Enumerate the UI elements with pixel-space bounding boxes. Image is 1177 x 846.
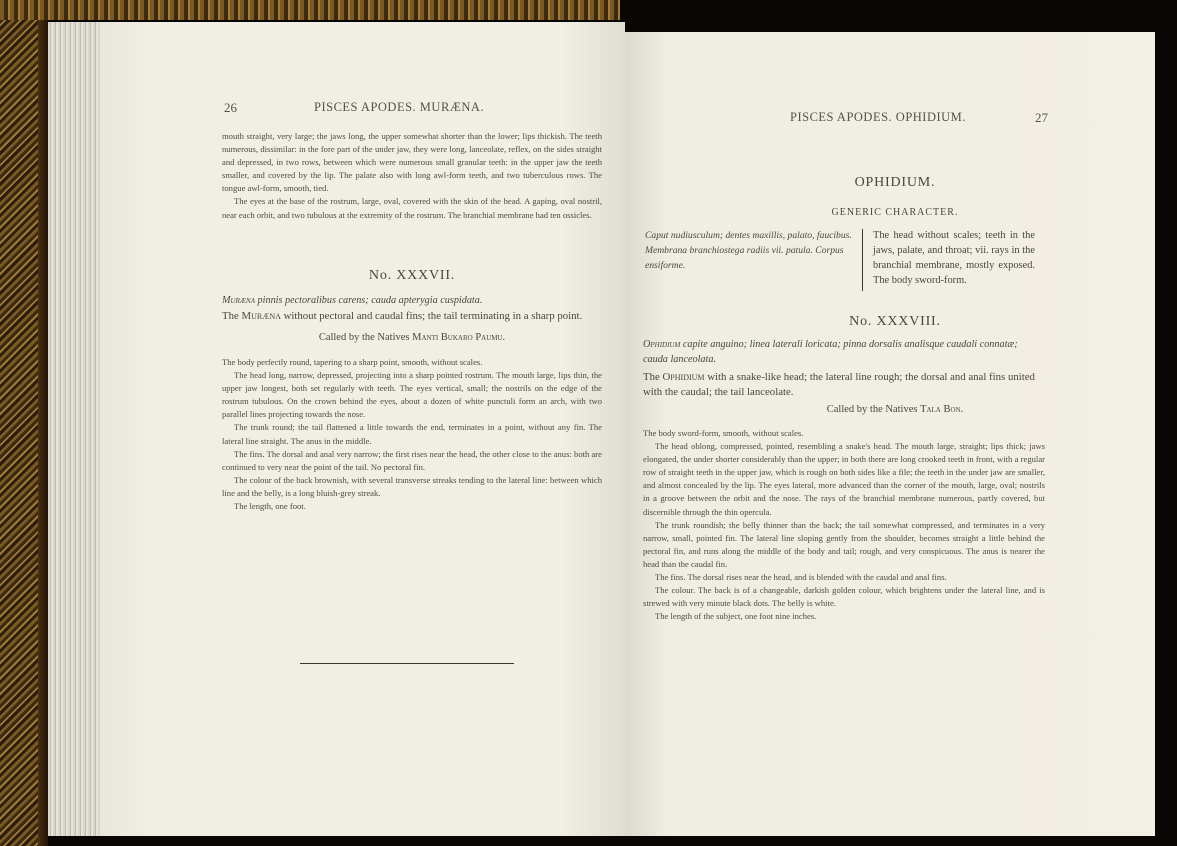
page-number: 26 [224, 100, 237, 115]
native-name: Manti Bukaro Paumu. [412, 332, 506, 343]
paragraph: The length of the subject, one foot nine inches. [655, 611, 817, 622]
english-diagnosis-line [643, 370, 1045, 400]
paragraph: The eyes at the base of the rostrum, large, oval, covered with the skin of the head. A gaping, oval nostril, near each orbit, and two tubulous at the extremity of the rostrum. The branchial membrane had ten ossicles. [222, 196, 602, 220]
paragraph: The body sword-form, smooth, without scales. [643, 428, 804, 438]
paragraph: The length, one foot. [234, 501, 306, 512]
binding-shadow [38, 0, 48, 846]
running-head: PISCES APODES. OPHIDIUM. [790, 110, 966, 124]
paragraph: The colour of the back brownish, with several transverse streaks tending to the lateral line: between which line and the belly, is a long bluish-grey streak. [222, 474, 602, 498]
latin-diagnosis: pinnis pectoralibus carens; cauda apterygia cuspidata. [257, 295, 483, 306]
paragraph: The colour. The back is of a changeable, darkish golden colour, which brightens under the lateral line, and is strewed with very minute black dots. The belly is white. [643, 585, 1045, 609]
paragraph: The head oblong, compressed, pointed, resembling a snake's head. The mouth large, straight; lips thick; jaws elongated, the under shorter considerably than the upper; in both there are long crooked teeth in front, with a regular row of straight teeth in the upper jaw, which is rough on both sides like a file; the teeth in the under jaw are smaller, and almost concealed by the lip. The eyes lateral, more advanced than the corner of the mouth, large, oval; nostrils in a groove between the orbit and the nose. The rays of the branchial membrane numerous, partly covered, but discernible through the thin opercula. [643, 441, 1045, 517]
paragraph: The fins. The dorsal and anal very narrow; the first rises near the head, the other close to the anus: both are continued to very near the point of the tail. No pectoral fin. [222, 448, 602, 472]
description-block [222, 356, 602, 513]
latin-genus-name: Ophidium [643, 339, 681, 350]
english-diagnosis: without pectoral and caudal fins; the tail terminating in a sharp point. [283, 310, 583, 322]
native-name: Tala Bon. [920, 404, 964, 415]
english-lead: The [222, 310, 239, 322]
paragraph: mouth straight, very large; the jaws long, the upper somewhat shorter than the lower; lips thickish. The teeth numerous, dissimilar: in the fore part of the under jaw, they were long, lanceolate, reflex, on the sides straight and depressed, in two rows, between which were numerous small granular teeth: in the upper jaw the teeth smaller, and covered by the lip. The palate also with long awl-form teeth, and two tuberculous rows. The tongue awl-form, smooth, tied. [222, 131, 602, 194]
left-page [100, 22, 625, 836]
generic-latin: Caput nudiusculum; dentes maxillis, palato, faucibus. Membrana branchiostega radiis vii. patula. Corpus ensiforme. [645, 230, 852, 271]
paragraph: The head long, narrow, depressed, projecting into a sharp pointed rostrum. The mouth large, lips thin, the upper jaw longest, both set regularly with teeth. The eyes vertical, small; the nostrils on the edge of the rostrum tubulous. On the crown behind the eyes, about a dozen of white punctuli form an arch, with two parallel lines projecting towards the nose. [222, 370, 602, 420]
latin-genus-name: Muræna [222, 295, 255, 306]
native-prefix: Called by the Natives [318, 332, 410, 343]
species-number: No. XXXVIII. [849, 314, 941, 329]
genus-title: OPHIDIUM. [854, 175, 936, 190]
latin-diagnosis-line [222, 293, 602, 308]
end-rule [300, 663, 514, 664]
text-block-continued [222, 130, 602, 222]
generic-english: The head without scales; teeth in the jaws, palate, and throat; vii. rays in the branchial membrane, mostly exposed. The body sword-form. [873, 230, 1035, 286]
paragraph: The body perfectly round, tapering to a sharp point, smooth, without scales. [222, 357, 483, 367]
english-diagnosis: with a snake-like head; the lateral line rough; the dorsal and anal fins united with the caudal; the tail lanceolate. [643, 371, 1035, 398]
running-head: PISCES APODES. MURÆNA. [314, 100, 485, 114]
native-prefix: Called by the Natives [826, 404, 918, 415]
description-block [643, 427, 1045, 623]
native-name-line [655, 404, 1135, 415]
gilt-top-edge [0, 0, 620, 20]
gilt-binding-edge [0, 0, 38, 846]
paragraph: The trunk round; the tail flattened a little towards the end, terminates in a point, without any fin. The lateral line straight. The anus in the middle. [222, 422, 602, 446]
species-number: No. XXXVII. [368, 268, 456, 283]
english-genus-name: Muræna [241, 310, 281, 322]
page-number: 27 [1035, 110, 1048, 125]
generic-character-label: GENERIC CHARACTER. [831, 207, 959, 218]
latin-diagnosis-line [643, 337, 1045, 367]
english-lead: The [643, 371, 660, 383]
english-diagnosis-line [222, 309, 612, 324]
english-genus-name: Ophidium [662, 371, 705, 383]
paragraph: The fins. The dorsal rises near the head, and is blended with the caudal and anal fins. [655, 572, 947, 583]
page-stack [48, 22, 106, 836]
paragraph: The trunk roundish; the belly thinner than the back; the tail somewhat compressed, and terminates in a very narrow, small, pointed fin. The lateral line sloping gently from the shoulder, becomes straight a little behind the pectoral fin, and runs along the middle of the body and tail; rough, and very conspicuous. The anus is nearer the head than the caudal fin. [643, 519, 1045, 569]
right-page [625, 32, 1155, 836]
latin-diagnosis: capite anguino; linea laterali loricata; pinna dorsalis analisque caudali connatæ; cauda lanceolata. [643, 339, 1018, 365]
native-name-line [222, 332, 602, 343]
column-divider [862, 229, 863, 291]
